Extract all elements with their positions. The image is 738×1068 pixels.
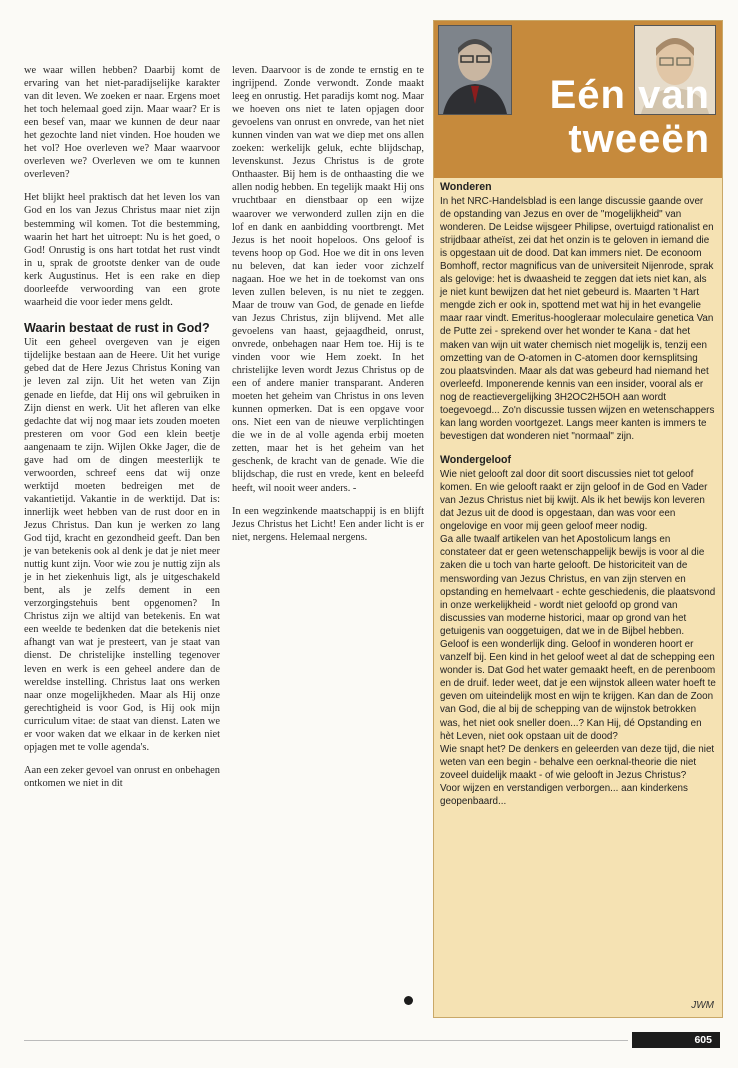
middle-column bbox=[232, 64, 424, 554]
left-paragraph-2: Het blijkt heel praktisch dat het leven los van God en los van Jezus Christus maar niet zijn bestemming wil komen. Tot die bestemming, waarin het hart het uitroept: Nu is het goed, o God! Onrustig is ons hart totdat het rust vindt in u, sprak de grootste denker van de oude kerk Augustinus. Het is een rake en diep doorleefde verwoording van een grote waarheid die voor ieder mens geldt. bbox=[24, 192, 220, 308]
sidebar-paragraph-3: Ga alle twaalf artikelen van het Apostolicum langs en constateer dat er geen wetenschappelijk bewijs is voor al die zaken die u toch van harte gelooft. De historiciteit van de menswording van Jezus Christus, en van zijn sterven en opstanding en hemelvaart - echte geschiedenis, die plaatsvond in onze werkelijkheid - wordt niet geloofd op grond van discussies van moderne historici, maar op grond van het getuigenis van ooggetuigen, dat we in de Bijbel hebben. bbox=[440, 534, 716, 637]
left-column bbox=[24, 64, 220, 800]
footer-rule bbox=[24, 1040, 628, 1041]
sidebar-paragraph-2: Wie niet gelooft zal door dit soort discussies niet tot geloof komen. En wie gelooft raakt er zijn geloof in de God en Vader van Jezus Christus niet bij kwijt. Als ik het bewijs kon leveren dat Jezus uit de dood is opgestaan, dan was voor een ongelovige en voor mij geen geloof meer nodig. bbox=[440, 468, 708, 533]
end-bullet-icon bbox=[404, 996, 413, 1005]
sidebar-paragraph-6: Voor wijzen en verstandigen verborgen... aan kinderkens geopenbaard... bbox=[440, 783, 688, 808]
page-number: 605 bbox=[632, 1032, 720, 1048]
left-paragraph-1: we waar willen hebben? Daarbij komt de ervaring van het niet-paradijselijke karakter van dit leven. We zoeken er naar. Ergens moet het toch helemaal goed zijn. Maar waar? Er is een besef van, maar we kunnen de deur naar het gezochte land niet vinden. Hoe houden we het vol? Hoe overleven we? Maar waarvoor overleven we? Overleven we om te kunnen overleven? bbox=[24, 65, 220, 181]
sidebar-box bbox=[433, 20, 723, 1018]
sidebar-paragraph-4: Geloof is een wonderlijk ding. Geloof in wonderen hoort er vanzelf bij. Een kind in het geloof weet al dat de schepping een wonder is. Dat God het water gemaakt heeft, en de perenboom en de druif. Ieder weet, dat je een wijnstok alleen water hoeft te geven om uiteindelijk most en wijn te krijgen. Kan dan de Zoon van God, die al bij de schepping van de wijnstok betrokken was, het niet ook sneller doen...? Kan Hij, dé Opstanding en hèt Leven, niet ook opstaan uit de dood? bbox=[440, 639, 716, 742]
sidebar-text bbox=[440, 181, 716, 808]
sidebar-banner bbox=[434, 21, 722, 178]
sidebar-heading-wondergeloof: Wondergeloof bbox=[440, 454, 512, 467]
middle-paragraph-1: leven. Daarvoor is de zonde te ernstig en te ingrijpend. Zonde verwondt. Zonde maakt leeg en onrustig. Het paradijs komt nog. Maar we hoeven ons niet te laten opjagen door gevoelens van onrust en onvrede, van het niet kunnen vinden van wat we diep met ons allen zoeken: werkelijk geluk, echte blijdschap, levenskunst. Jezus Christus is de grote Onthaaster. Bij hem is de onthaasting die we allen nodig hebben. En tegelijk maakt Hij ons vruchtbaar en dienstbaar op een wijze waarover we verwonderd zullen zijn en die lof en dank en aanbidding voortbrengt. Met Jezus is het nooit hopeloos. Ons geloof is tevens hoop op God. Hoe we dit in ons leven nu beleven, dat kan ieder voor zichzelf nagaan. Hoe we het in de toekomst van ons leven zullen beleven, is nu niet te zeggen. Maar de trouw van God, de genade en liefde van Jezus Christus, zijn blijvend. Met alle gevoelens van haast, gejaagdheid, onrust, onvrede, onbehagen naar Hem toe. Hij is te vinden voor wie Hem zoekt. In het christelijke leven wordt Jezus Christus op de een of andere manier transparant. Anderen moeten het geheim van Christus in ons leven kunnen opmerken. Dat is een opgave voor ons. Niet een van de nieuwe verplichtingen die we in de al volle agenda erbij moeten zetten, maar het is het geheim van het geschenk, de kracht van de genade. Wie die blijdschap, die rust en vrede, kent en beleefd heeft, wil nooit weer anders. - bbox=[232, 65, 424, 494]
sidebar-paragraph-5: Wie snapt het? De denkers en geleerden van deze tijd, die niet weten van een begin - behalve een oerknal-theorie die niet zoveel duidelijk maakt - of wie gelooft in Jezus Christus? bbox=[440, 743, 715, 781]
section-heading: Waarin bestaat de rust in God? bbox=[24, 320, 210, 335]
signature: JWM bbox=[691, 1000, 714, 1011]
sidebar-title: Eén van tweeën bbox=[549, 73, 710, 161]
left-paragraph-4: Aan een zeker gevoel van onrust en onbehagen ontkomen we niet in dit bbox=[24, 764, 220, 789]
middle-paragraph-2: In een wegzinkende maatschappij is en blijft Jezus Christus het Licht! Een ander licht is er niet, nergens. Helemaal nergens. bbox=[232, 505, 424, 543]
sidebar-paragraph-1: In het NRC-Handelsblad is een lange discussie gaande over de opstanding van Jezus en over de "mogelijkheid" van wonderen. De Leidse wijsgeer Philipse, overtuigd rationalist en strijdbaar atheïst, zei dat het onzin is te geloven in iemand die is opgestaan uit de dood. Dat kan immers niet. De econoom Bomhoff, rector magnificus van de universiteit Nijenrode, sprak als gelovige: het is dwaasheid te zeggen dat iets niet kan, als je niet kunt bewijzen dat het niet gebeurd is. Maarten 't Hart mengde zich er ook in, spottend met wat hij in het evangelie maar raar vindt. Emeritus-hoogleraar moleculaire genetica Van de Putte zei - sprekend over het wonder te Kana - dat het maken van wijn uit water chemisch niet mogelijk is, tenzij een omzetting van de O-atomen in C-atomen door kernsplitsing zou plaatsvinden. Maar als dat was gebeurd had niemand het overleefd. Imponerende kennis van een insider, vooral als er nog de reactievergelijking 3H2OC2H5OH aan wordt toegevoegd... Zo'n discussie tussen wijzen en wetenschappers kan lang worden voortgezet. Langs meer kanten is immers te bevestigen dat wonderen niet "normaal" zijn. bbox=[440, 195, 715, 443]
sidebar-heading-wonderen: Wonderen bbox=[440, 181, 492, 193]
left-paragraph-3: Uit een geheel overgeven van je eigen tijdelijke bestaan aan de Heere. Uit het vurige gebed dat de Here Jezus Christus Koning van je leven zal zijn. Uit het weten van Zijn genade en liefde, dat Hij ons wil gebruiken in Zijn dienst en werk. Uit het afleren van elke gedachte dat wij nog maar iets zouden moeten presteren om voor God een klein beetje aangenaam te zijn. Wijlen Okke Jager, die de gave had om de dingen meesterlijk te verwoorden, schreef eens dat wij onze werktijd moeten bedreigen met de vakantietijd. Vakantie in de werktijd. Dat is: innerlijk weet hebben van de rust door en in Jezus Christus. Dan kun je werken zo lang God tijd, kracht en gezondheid geeft. Dan ben je van betekenis ook al denk je dat je niet meer nuttig kunt zijn. Voor wie zou je nuttig zijn als je in het ziekenhuis ligt, als je uitgeschakeld bent, als je zelfs dement in een verzorgingstehuis bent opgenomen? In Christus zijn we altijd van betekenis. En wat een weelde te bedenken dat die betekenis niet afhangt van wat je presteert, van je staat van dienst. De christelijke instelling tegenover leven en werk is een geheel andere dan de wereldse instelling. Christus laat ons werken naar onze mogelijkheden. Maar als Hij onze gerechtigheid is voor God, is Hij ook mijn curriculum vitae: de staat van dienst. Laten we er voor waken dat we elkaar in de kerken niet opjagen met te volle agenda's. bbox=[24, 337, 220, 753]
